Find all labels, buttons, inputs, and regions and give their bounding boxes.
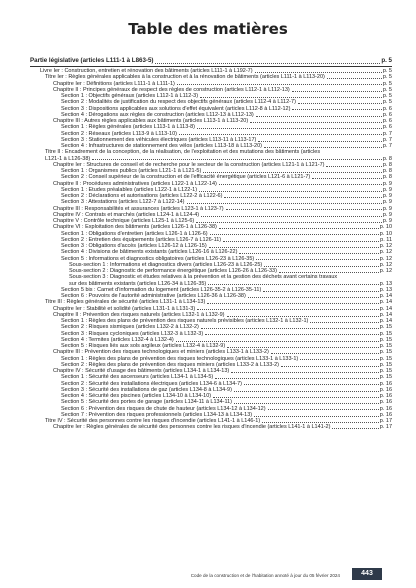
toc-entry-text: Section 6 : Pouvoirs de l'autorité administrative (articles L126-36 à L126-38) [61, 293, 246, 299]
toc-entry-page: p. 5 [382, 80, 392, 87]
dot-leader [207, 303, 378, 304]
toc-entry-page: p. 16 [379, 411, 392, 418]
toc-entry-page: p. 8 [382, 155, 392, 162]
toc-entry-text: Section 4 : Dérogations aux règles de construction (articles L112-13 à L112-13) [61, 111, 254, 118]
dot-leader [92, 159, 382, 160]
dot-leader [213, 397, 379, 398]
toc-entry-page: p. 16 [379, 405, 392, 412]
dot-leader [300, 359, 379, 360]
dot-leader [298, 103, 382, 104]
toc-entry-page: p. 15 [379, 355, 392, 362]
toc-entry-text: Sous-section 2 : Diagnostic de performance énergétique (articles L126-26 à L126-33) [69, 268, 277, 274]
dot-leader [209, 247, 379, 248]
dot-leader [200, 97, 382, 98]
dot-leader [227, 316, 379, 317]
toc-entry-page: p. 12 [379, 243, 392, 249]
toc-entry-page: p. 10 [379, 230, 392, 237]
toc-entry-page: p. 15 [379, 324, 392, 331]
dot-leader [196, 222, 382, 223]
toc-entry-text: Section 3 : Stationnement des véhicules électriques (articles L113-11 à L113-17) [61, 136, 257, 143]
toc-entry-text: Partie législative (articles L111-1 à L863-5) [30, 57, 154, 64]
toc-entry-page: p. 7 [382, 130, 392, 137]
toc-entry-text: Section 4 : Sécurité des piscines (articles L134-10 à L134-10) [61, 393, 212, 399]
toc-entry-text: Section 3 : Sécurité des installations de gaz (articles L134-8 à L134-9) [61, 386, 232, 393]
toc-entry-page: p. 5 [382, 86, 392, 93]
dot-leader [255, 72, 382, 73]
toc-entry-page: p. 9 [382, 218, 392, 224]
toc-entry-page: p. 15 [379, 374, 392, 381]
toc-entry-text: Section 2 : Réseaux (articles L113-9 à L113-10) [61, 130, 177, 137]
dot-leader [264, 147, 382, 148]
dot-leader [312, 178, 382, 179]
dot-leader [234, 403, 379, 404]
toc-entry-text: Chapitre Ier : Définitions (articles L111-1 à L111-1) [53, 80, 175, 87]
toc-entry-text: Section 5 : Informations et diagnostics obligatoires (articles L126-23 à L126-35) [61, 255, 255, 262]
toc-entry-page: p. 9 [382, 193, 392, 199]
dot-leader [187, 203, 382, 204]
toc-entry-text: Section 2 : Conseil supérieur de la construction et de l'efficacité énergétique (articles L121-6 à L121-7) [61, 174, 311, 181]
toc-entry-text: Section 6 : Prévention des risques de chute de hauteur (articles L134-12 à L134-12) [61, 405, 266, 412]
toc-entry-page: p. 14 [379, 293, 392, 299]
dot-leader [332, 428, 378, 429]
dot-leader [226, 209, 382, 210]
toc-entry-page: p. 6 [382, 111, 392, 118]
toc-entry-text: Section 1 : Règles des plans de prévention des risques naturels prévisibles (articles L132-1 à L132-1) [61, 318, 309, 324]
toc-entry-text: Titre IV : Sécurité des personnes contre les risques d'incendie (articles L141-1 à L146-1) [45, 418, 261, 424]
toc-entry-page: p. 5 [381, 57, 392, 64]
toc-entry-text: Section 1 : Règles générales (articles L113-1 à L113-8) [61, 124, 196, 131]
toc-entry-text: Section 3 : Risques cycloniques (articles L132-3 à L132-3) [61, 330, 204, 337]
toc-entry[interactable] [30, 274, 392, 287]
toc-entry-text: Chapitre VI : Exploitation des bâtiments (articles L126-1 à L126-38) [53, 224, 217, 231]
toc-entry-page: p. 5 [382, 99, 392, 106]
dot-leader [179, 134, 382, 135]
dot-leader [155, 63, 380, 64]
dot-leader [271, 353, 379, 354]
dot-leader [264, 266, 379, 267]
toc-entry-text: Section 1 : Objectifs généraux (articles L112-1 à L112-3) [61, 93, 199, 99]
toc-entry-text: Section 1 : Obligations d'entretien (articles L126-1 à L126-6) [61, 230, 208, 237]
toc-entry-text: Section 2 : Déclarations et autorisations (articles L122-2 à L122-6) [61, 193, 223, 199]
toc-entry-text: Section 2 : Modalités de justification du respect des objectifs généraux (articles L112-4 à L112-7) [61, 99, 296, 106]
toc-entry-text: Section 1 : Règles des plans de prévention des risques technologiques (articles L133-1 à L133-1) [61, 355, 299, 362]
dot-leader [215, 378, 379, 379]
dot-leader [248, 297, 379, 298]
dot-leader [268, 409, 379, 410]
toc-entry-page: p. 14 [379, 305, 392, 312]
toc-entry-text-cont: L121-1 à L126-38) [45, 155, 91, 162]
dot-leader [231, 372, 379, 373]
toc-entry-page: p. 14 [379, 299, 392, 306]
dot-leader [208, 284, 378, 285]
toc-entry-page: p. 17 [379, 424, 392, 431]
toc-entry-page: p. 7 [382, 143, 392, 149]
toc-entry-text-cont: sur des bâtiments existants (articles L126-34 à L126-35) [69, 280, 207, 287]
toc-entry-page: p. 7 [382, 136, 392, 143]
toc-entry-text: Chapitre II : Principes généraux de respect des règles de construction (articles L112-1 à L112-13) [53, 86, 290, 93]
toc-entry-page: p. 5 [382, 93, 392, 99]
toc-entry-page: p. 15 [379, 349, 392, 356]
toc-part-entry[interactable] [30, 57, 392, 65]
toc-entry-page: p. 12 [379, 249, 392, 256]
toc-entry-page: p. 9 [382, 180, 392, 187]
toc-entry-text: Chapitre III : Responsabilités et assurances (articles L123-1 à L123-7) [53, 205, 224, 212]
toc-entry-text: Section 5 : Risques liés aux sols argileux (articles L132-4 à L132-9) [61, 343, 226, 349]
toc-entry-text: Titre III : Règles générales de sécurité (articles L131-1 à L134-13) [45, 299, 206, 306]
toc-entry-text: Chapitre III : Autres règles applicables aux bâtiments (articles L113-1 à L113-20) [53, 118, 249, 124]
dot-leader [223, 241, 379, 242]
toc-entry-text: Chapitre II : Prévention des risques naturels (articles L132-1 à L132-9) [53, 311, 225, 318]
toc-entry-page: p. 15 [379, 330, 392, 337]
dot-leader [210, 234, 379, 235]
dot-leader [176, 341, 379, 342]
dot-leader [239, 253, 378, 254]
dot-leader [292, 109, 381, 110]
toc-entry-page: p. 9 [382, 211, 392, 218]
toc-entry-page: p. 15 [379, 343, 392, 349]
dot-leader [310, 322, 378, 323]
toc-entry-page: p. 17 [379, 418, 392, 424]
toc-entry-text: Section 5 : Sécurité des portes de garage (articles L134-11 à L134-11) [61, 399, 233, 406]
toc-entry-page: p. 11 [380, 236, 392, 243]
dot-leader [234, 391, 379, 392]
toc-entry-text: Section 1 : Organismes publics (articles L121-1 à L121-5) [61, 168, 202, 174]
page-title: Table des matières [128, 20, 288, 38]
toc-entry-text: Section 2 : Sécurité des installations électriques (articles L134-6 à L134-7) [61, 380, 242, 387]
toc-entry-page: p. 16 [379, 386, 392, 393]
toc-entry-page: p. 5 [382, 68, 392, 74]
toc-entry[interactable] [30, 424, 392, 430]
dot-leader [262, 422, 379, 423]
dot-leader [281, 366, 379, 367]
dot-leader [250, 122, 382, 123]
toc-entry-page: p. 16 [379, 393, 392, 399]
dot-leader [197, 309, 379, 310]
toc-entry-page: p. 12 [379, 255, 392, 262]
dot-leader [327, 78, 382, 79]
dot-leader [256, 259, 379, 260]
toc-entry-text: Chapitre II : Procédures administratives (articles L122-1 à L122-14) [53, 180, 217, 187]
toc-entry-text: Section 1 : Etudes préalables (articles L122-1 à L122-1) [61, 186, 198, 193]
dot-leader [203, 172, 381, 173]
toc-entry-text: Livre Ier : Construction, entretien et rénovation des bâtiments (articles L111-1 à L192-7) [40, 68, 253, 74]
toc-entry-text: Chapitre Ier : Structures de conseil et de recherche pour le secteur de la construction (articles L121-1 à L121-7) [53, 161, 325, 168]
dot-leader [258, 141, 381, 142]
toc-entry-text: Section 5 bis : Carnet d'information du logement (articles L126-35-2 à L126-35-11) [61, 286, 262, 293]
toc-entry-text: Section 2 : Risques sismiques (articles L132-2 à L132-2) [61, 324, 199, 331]
dot-leader [205, 334, 379, 335]
toc-entry-page: p. 6 [382, 124, 392, 131]
toc-entry-text: Section 3 : Attestations (articles L122-7 à L122-14) [61, 199, 185, 206]
toc-entry-page: p. 15 [379, 336, 392, 343]
dot-leader [256, 116, 382, 117]
toc-entry-page: p. 16 [379, 399, 392, 406]
toc-entry-page: p. 16 [379, 380, 392, 387]
dot-leader [224, 197, 381, 198]
dot-leader [219, 184, 382, 185]
toc-entry[interactable] [30, 149, 392, 162]
dot-leader [227, 347, 379, 348]
toc-entry-page: p. 8 [382, 161, 392, 168]
dot-leader [199, 191, 382, 192]
page-number: 443 [352, 568, 382, 580]
toc-entry-page: p. 8 [382, 174, 392, 181]
dot-leader [279, 272, 379, 273]
dot-leader [177, 84, 382, 85]
table-of-contents [30, 57, 392, 431]
toc-entry-text: Section 4 : Termites (articles L132-4 à L132-4) [61, 336, 174, 343]
toc-entry-text: Chapitre Ier : Règles générales de sécurité des personnes contre les risques d'incendie (articles L141-1 à L141-2) [53, 424, 331, 431]
toc-entry-text: Section 7 : Prévention des risques professionnels (articles L134-13 à L134-13) [61, 411, 253, 418]
toc-entry-page: p. 6 [382, 105, 392, 112]
toc-entry-text: Section 3 : Dispositions applicables aux solutions d'effet équivalent (articles L112-8 à L112-12) [61, 105, 291, 112]
toc-entry-page: p. 12 [379, 261, 392, 268]
toc-entry-text: Titre Ier : Règles générales applicables à la construction et à la rénovation de bâtiments (articles L111-1 à L113-20) [45, 74, 325, 81]
dot-leader [219, 228, 379, 229]
toc-entry-page: p. 5 [382, 74, 392, 81]
toc-entry-page: p. 9 [382, 186, 392, 193]
toc-entry-page: p. 14 [379, 318, 392, 324]
toc-entry-page: p. 10 [379, 224, 392, 231]
toc-entry-text: Section 4 : Divisions de bâtiments existants (articles L126-16 à L126-22) [61, 249, 238, 256]
dot-leader [201, 328, 379, 329]
toc-entry-page: p. 9 [382, 199, 392, 206]
toc-entry-page: p. 9 [382, 205, 392, 212]
toc-entry-text: Chapitre III : Prévention des risques technologiques et miniers (articles L133-1 à L133-2) [53, 349, 269, 356]
toc-entry-text: Chapitre IV : Sécurité d'usage des bâtiments (articles L134-1 à L134-13) [53, 368, 230, 374]
toc-entry-text: Chapitre V : Contrôle technique (articles L125-1 à L125-6) [53, 218, 195, 224]
footer-text: Code de la construction et de l'habitation annoté à jour du 05 février 2024 [190, 573, 340, 578]
toc-entry-text: Section 1 : Sécurité des ascenseurs (articles L134-1 à L134-5) [61, 374, 214, 381]
toc-entry-text: Chapitre IV : Contrats et marchés (articles L124-1 à L124-4) [53, 211, 200, 218]
dot-leader [292, 91, 382, 92]
toc-entry-page: p. 6 [382, 118, 392, 124]
toc-entry-text: Titre II : Encadrement de la conception, de la réalisation, de l'exploitation et des mutations des bâtiments (articles [45, 149, 321, 156]
dot-leader [254, 416, 379, 417]
dot-leader [197, 128, 382, 129]
toc-entry-page: p. 8 [382, 168, 392, 174]
dot-leader [201, 216, 382, 217]
dot-leader [244, 384, 379, 385]
toc-entry-text: Section 2 : Entretien des équipements (articles L126-7 à L126-11) [61, 236, 222, 243]
toc-entry-page: p. 12 [379, 268, 392, 274]
toc-entry-page: p. 13 [379, 280, 392, 287]
toc-entry-text: Section 4 : Infrastructures de stationnement des vélos (articles L113-18 à L113-20) [61, 143, 262, 149]
toc-entry-text: Section 2 : Règles des plans de prévention des risques miniers (articles L133-2 à L133-2) [61, 361, 279, 368]
toc-entry-page: p. 13 [379, 286, 392, 293]
toc-entry-page: p. 14 [379, 311, 392, 318]
toc-entry-text: Section 3 : Obligations d'accès (articles L126-12 à L126-15) [61, 243, 207, 249]
toc-entry-text: Sous-section 3 : Diagnostic et études relatives à la prévention et la gestion des déchets avant certains travaux [69, 274, 338, 281]
toc-entry-text: Chapitre Ier : Stabilité et solidité (articles L131-1 à L131-3) [53, 305, 196, 312]
toc-entry-page: p. 15 [379, 361, 392, 368]
toc-entry-page: p. 15 [379, 368, 392, 374]
toc-entry-text: Sous-section 1 : Informations et diagnostics divers (articles L126-23 à L126-25) [69, 261, 263, 268]
dot-leader [326, 166, 381, 167]
dot-leader [263, 291, 378, 292]
